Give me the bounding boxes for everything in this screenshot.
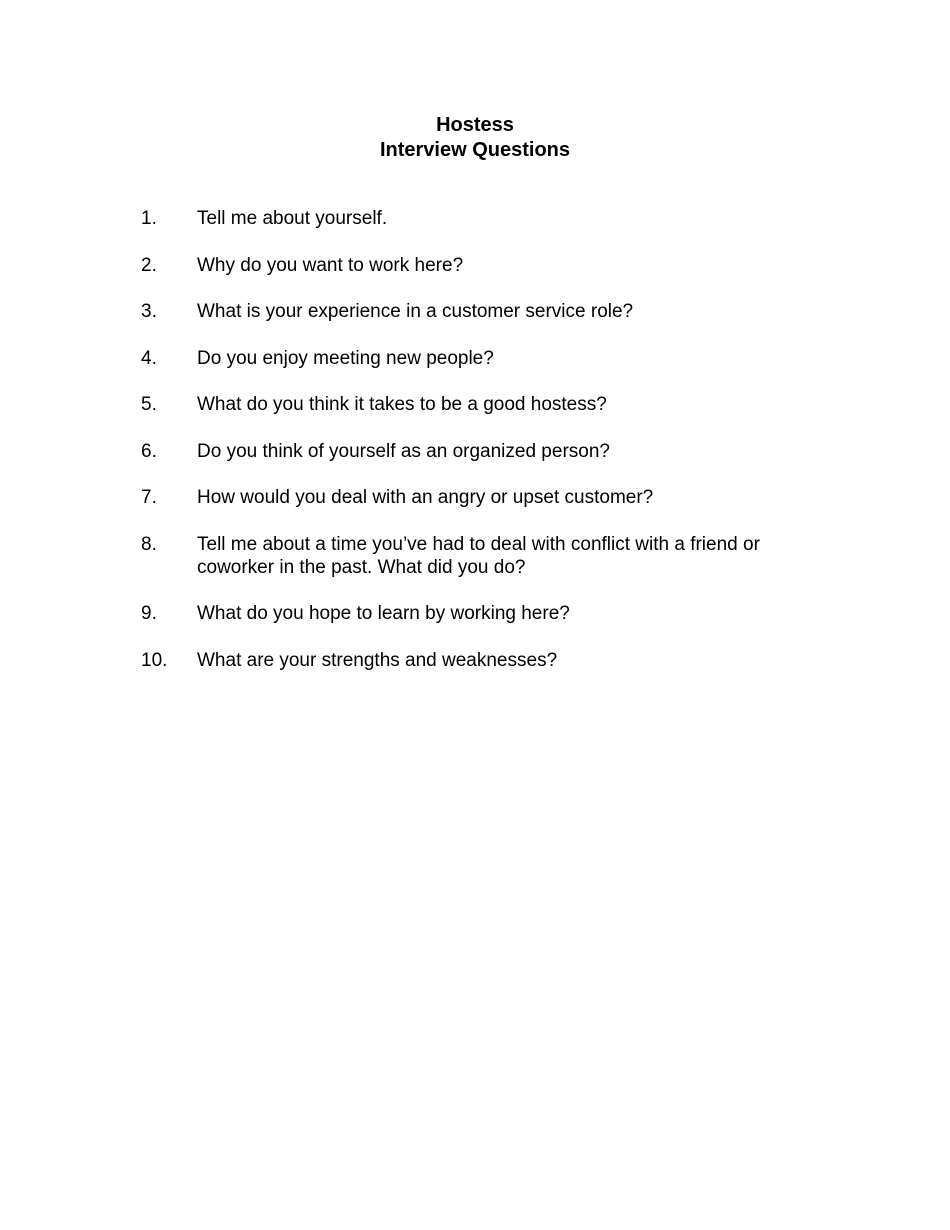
- question-text: What is your experience in a customer service role?: [197, 301, 634, 322]
- question-item: [141, 602, 821, 625]
- question-text: What do you hope to learn by working here?: [197, 603, 570, 624]
- question-list: [141, 207, 821, 695]
- document-title: Hostess: [436, 114, 514, 136]
- question-number: 4.: [141, 347, 157, 369]
- question-text: Why do you want to work here?: [197, 254, 464, 276]
- question-item: [141, 347, 821, 370]
- question-text: Do you enjoy meeting new people?: [197, 347, 494, 369]
- question-number: 8.: [141, 533, 157, 555]
- question-number: 6.: [141, 440, 157, 462]
- question-item: [141, 649, 821, 672]
- question-number: 3.: [141, 301, 157, 322]
- question-item: [141, 393, 821, 416]
- question-item: [141, 207, 821, 230]
- question-text: What do you think it takes to be a good hostess?: [197, 394, 607, 415]
- question-number: 7.: [141, 487, 157, 508]
- question-text: How would you deal with an angry or upset customer?: [197, 487, 654, 508]
- question-number: 10.: [141, 649, 168, 671]
- question-text: Tell me about a time you’ve had to deal with conflict with a friend or coworker in the past. What did you do?: [197, 533, 760, 578]
- question-item: [141, 440, 821, 463]
- question-number: 2.: [141, 254, 157, 276]
- document-subtitle: Interview Questions: [379, 139, 571, 161]
- question-number: 9.: [141, 603, 157, 624]
- question-item: [141, 533, 821, 579]
- question-number: 1.: [141, 208, 157, 229]
- question-number: 5.: [141, 394, 157, 415]
- question-text: Do you think of yourself as an organized person?: [197, 440, 610, 462]
- question-item: [141, 254, 821, 277]
- question-text: What are your strengths and weaknesses?: [197, 649, 558, 671]
- question-item: [141, 300, 821, 323]
- question-text: Tell me about yourself.: [197, 208, 388, 229]
- question-item: [141, 486, 821, 509]
